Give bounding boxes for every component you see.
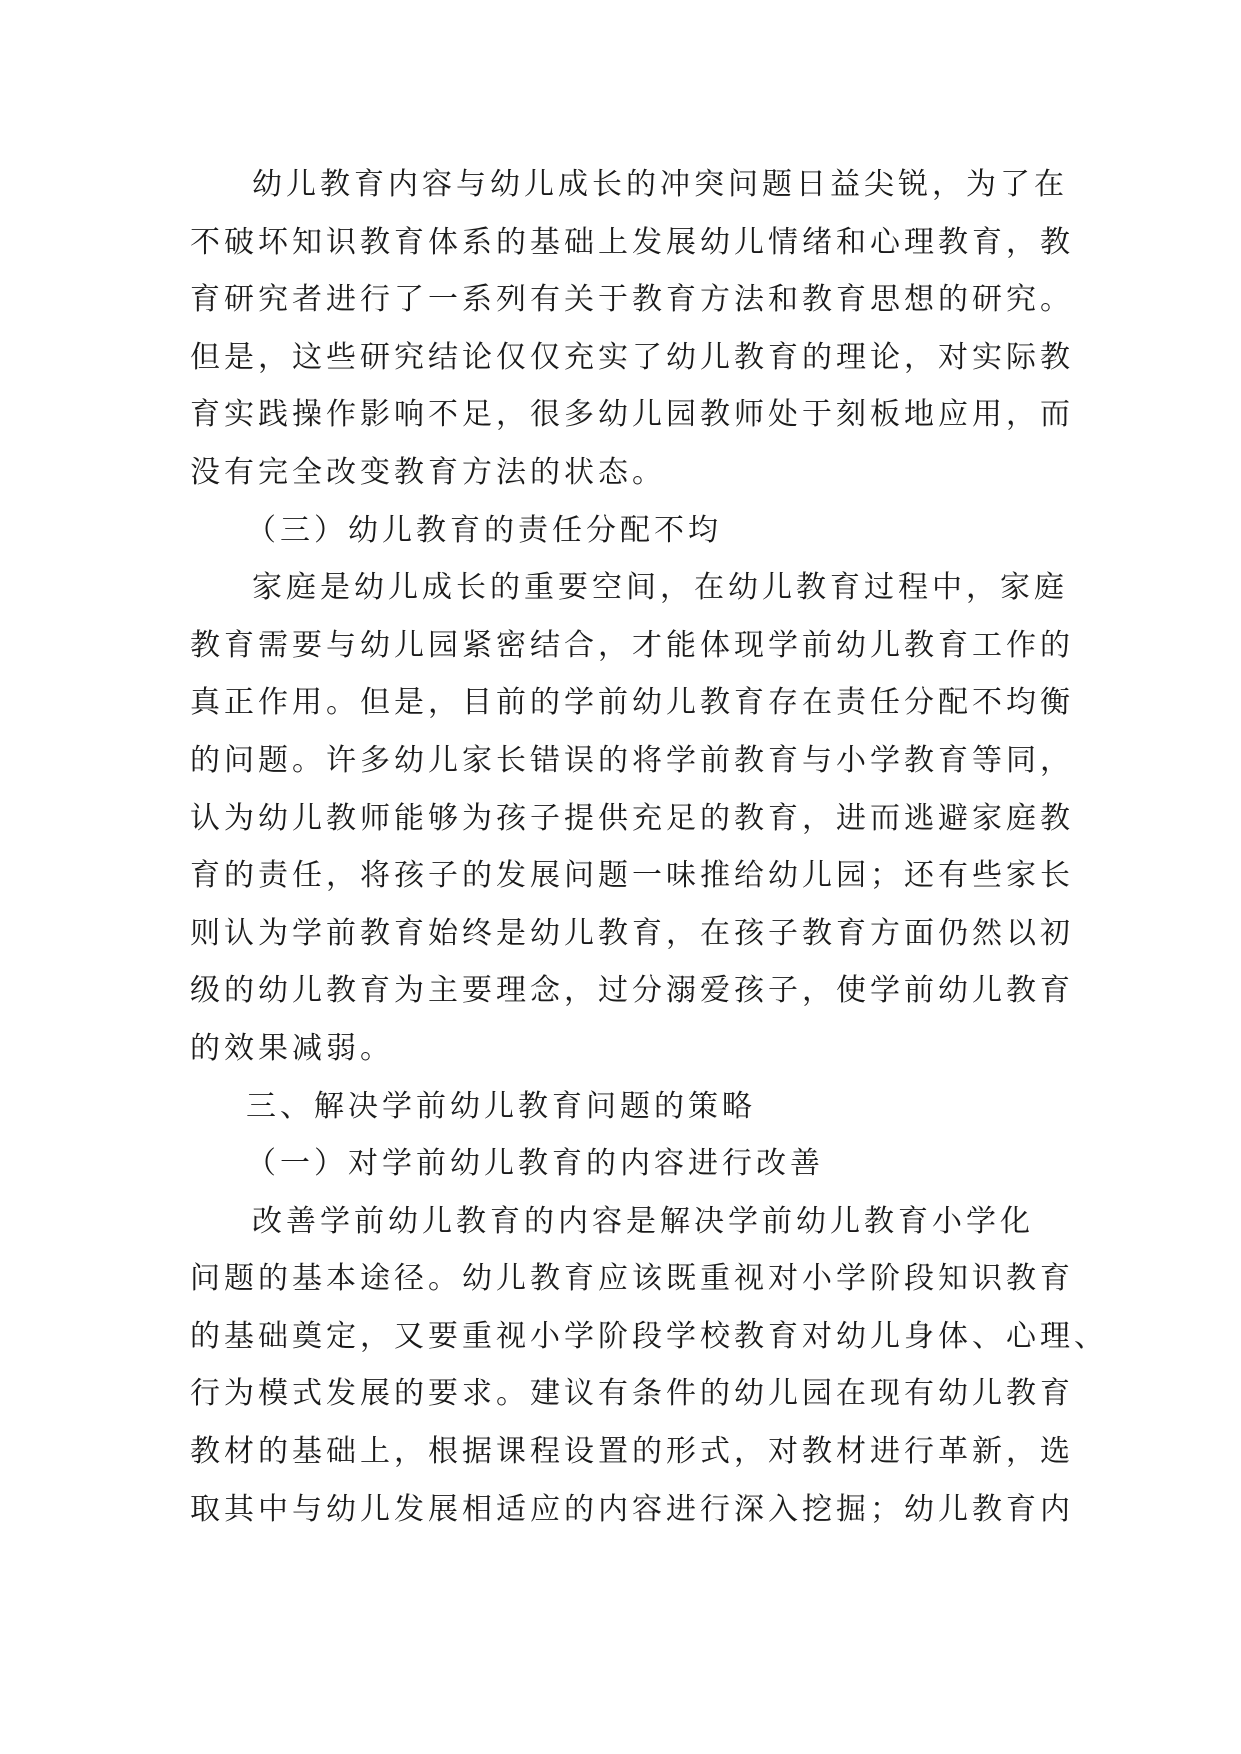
text-line: 育实践操作影响不足，很多幼儿园教师处于刻板地应用，而: [190, 397, 1074, 433]
text-line: 的效果减弱。: [190, 1030, 394, 1066]
text-line: 认为幼儿教师能够为孩子提供充足的教育，进而逃避家庭教: [190, 800, 1074, 836]
text-line: 育研究者进行了一系列有关于教育方法和教育思想的研究。: [190, 282, 1074, 318]
text-line: 但是，这些研究结论仅仅充实了幼儿教育的理论，对实际教: [190, 339, 1074, 375]
text-line: 教育需要与幼儿园紧密结合，才能体现学前幼儿教育工作的: [190, 627, 1074, 663]
text-line: 幼儿教育内容与幼儿成长的冲突问题日益尖锐，为了在: [252, 167, 1068, 202]
text-line: 级的幼儿教育为主要理念，过分溺爱孩子，使学前幼儿教育: [190, 973, 1074, 1009]
section-heading-strategies: 三、解决学前幼儿教育问题的策略: [246, 1088, 756, 1124]
text-line: 不破坏知识教育体系的基础上发展幼儿情绪和心理教育，教: [190, 224, 1074, 260]
text-line: 真正作用。但是，目前的学前幼儿教育存在责任分配不均衡: [190, 685, 1074, 721]
text-line: 取其中与幼儿发展相适应的内容进行深入挖掘；幼儿教育内: [190, 1491, 1074, 1527]
paragraph-family-role: [190, 559, 1074, 1077]
paragraph-improve-content: [190, 1193, 1108, 1539]
text-line: 教材的基础上，根据课程设置的形式，对教材进行革新，选: [190, 1434, 1074, 1470]
text-line: 的基础奠定，又要重视小学阶段学校教育对幼儿身体、心理、: [190, 1318, 1108, 1354]
text-line: 则认为学前教育始终是幼儿教育，在孩子教育方面仍然以初: [190, 915, 1074, 951]
paragraph-conflict: [190, 156, 1074, 502]
text-line: 行为模式发展的要求。建议有条件的幼儿园在现有幼儿教育: [190, 1376, 1074, 1412]
text-line: 育的责任，将孩子的发展问题一味推给幼儿园；还有些家长: [190, 858, 1074, 894]
subheading-responsibility: （三）幼儿教育的责任分配不均: [246, 512, 722, 548]
text-line: 没有完全改变教育方法的状态。: [190, 454, 666, 490]
document-body: [190, 156, 1108, 1538]
text-line: 问题的基本途径。幼儿教育应该既重视对小学阶段知识教育: [190, 1261, 1074, 1297]
text-line: 改善学前幼儿教育的内容是解决学前幼儿教育小学化: [252, 1203, 1034, 1239]
text-line: 家庭是幼儿成长的重要空间，在幼儿教育过程中，家庭: [252, 570, 1068, 606]
text-line: 的问题。许多幼儿家长错误的将学前教育与小学教育等同，: [190, 742, 1074, 778]
subheading-improve-content: （一）对学前幼儿教育的内容进行改善: [246, 1146, 824, 1182]
